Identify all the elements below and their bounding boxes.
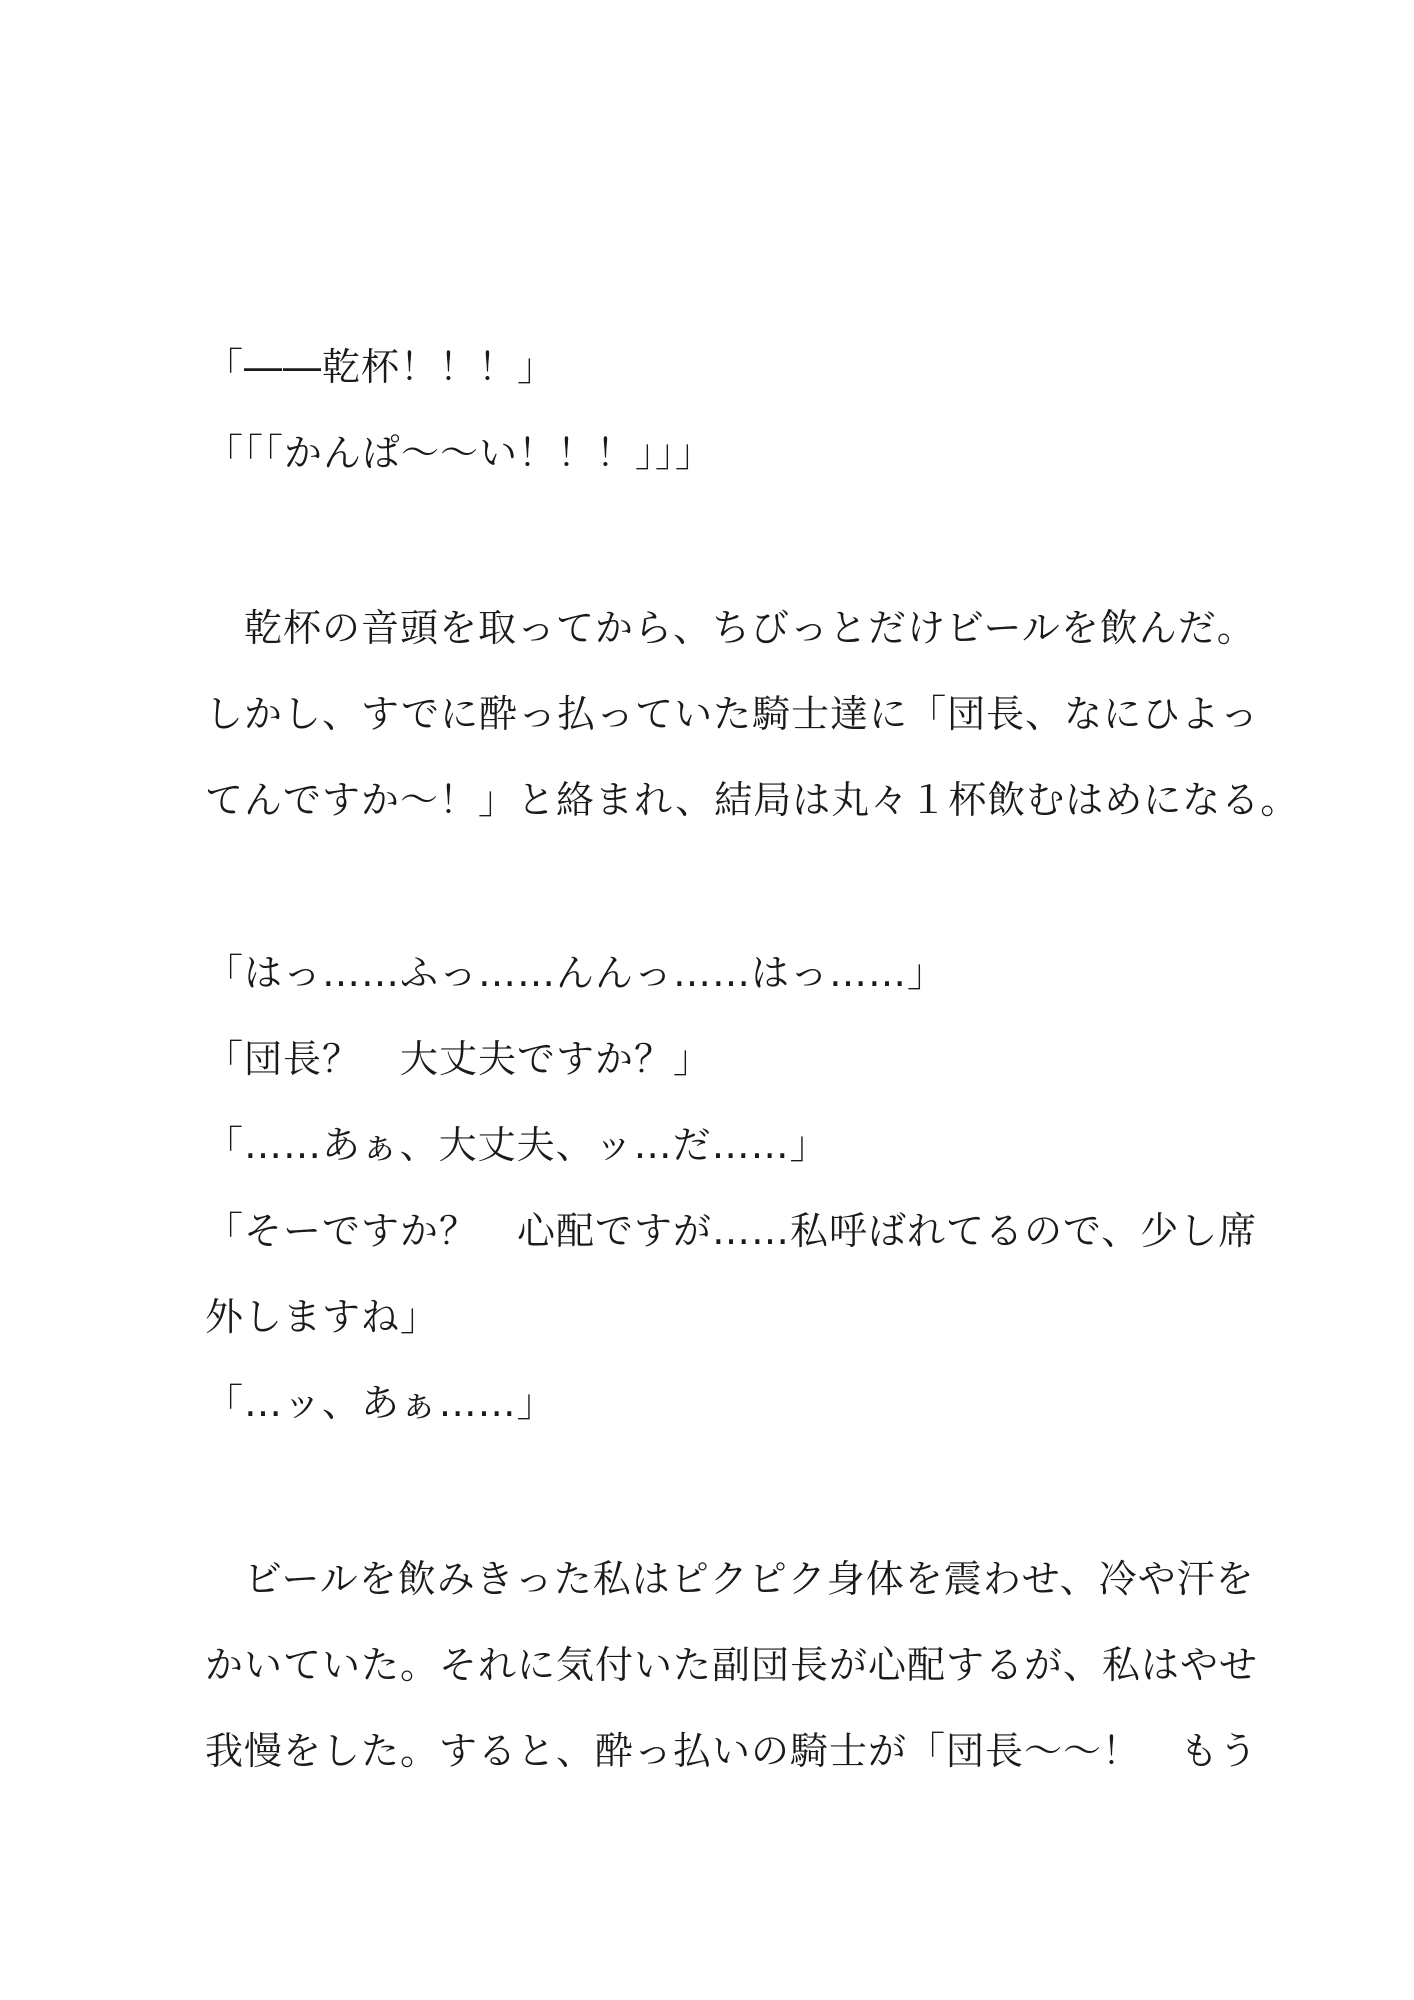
dialogue-line: 「――乾杯！！！」 (205, 345, 557, 389)
dialogue-line: 「そーですか？ 心配ですが……私呼ばれてるので、少し席 (205, 1209, 1258, 1253)
dialogue-line: 「……あぁ、大丈夫、ッ…だ……」 (205, 1123, 829, 1167)
narration-line: てんですか～！」と絡まれ、結局は丸々１杯飲むはめになる。 (205, 778, 1300, 822)
narration-line: ビールを飲みきった私はピクピク身体を震わせ、冷や汗を (205, 1557, 1255, 1601)
narration-line: 乾杯の音頭を取ってから、ちびっとだけビールを飲んだ。 (205, 606, 1256, 650)
dialogue-line: 「はっ……ふっ……んんっ……はっ……」 (205, 951, 947, 995)
narration-line: かいていた。それに気付いた副団長が心配するが、私はやせ (205, 1643, 1259, 1687)
dialogue-line: 「…ッ、あぁ……」 (205, 1381, 556, 1425)
narration-line: 我慢をした。すると、酔っ払いの騎士が「団長～～！ もう (205, 1729, 1259, 1773)
dialogue-line: 「「「かんぱ～～い！！！」」」 (205, 431, 715, 475)
narration-line: しかし、すでに酔っ払っていた騎士達に「団長、なにひよっ (205, 692, 1260, 736)
dialogue-line: 「団長？ 大丈夫ですか？」 (205, 1037, 713, 1081)
dialogue-line: 外しますね」 (205, 1295, 440, 1339)
